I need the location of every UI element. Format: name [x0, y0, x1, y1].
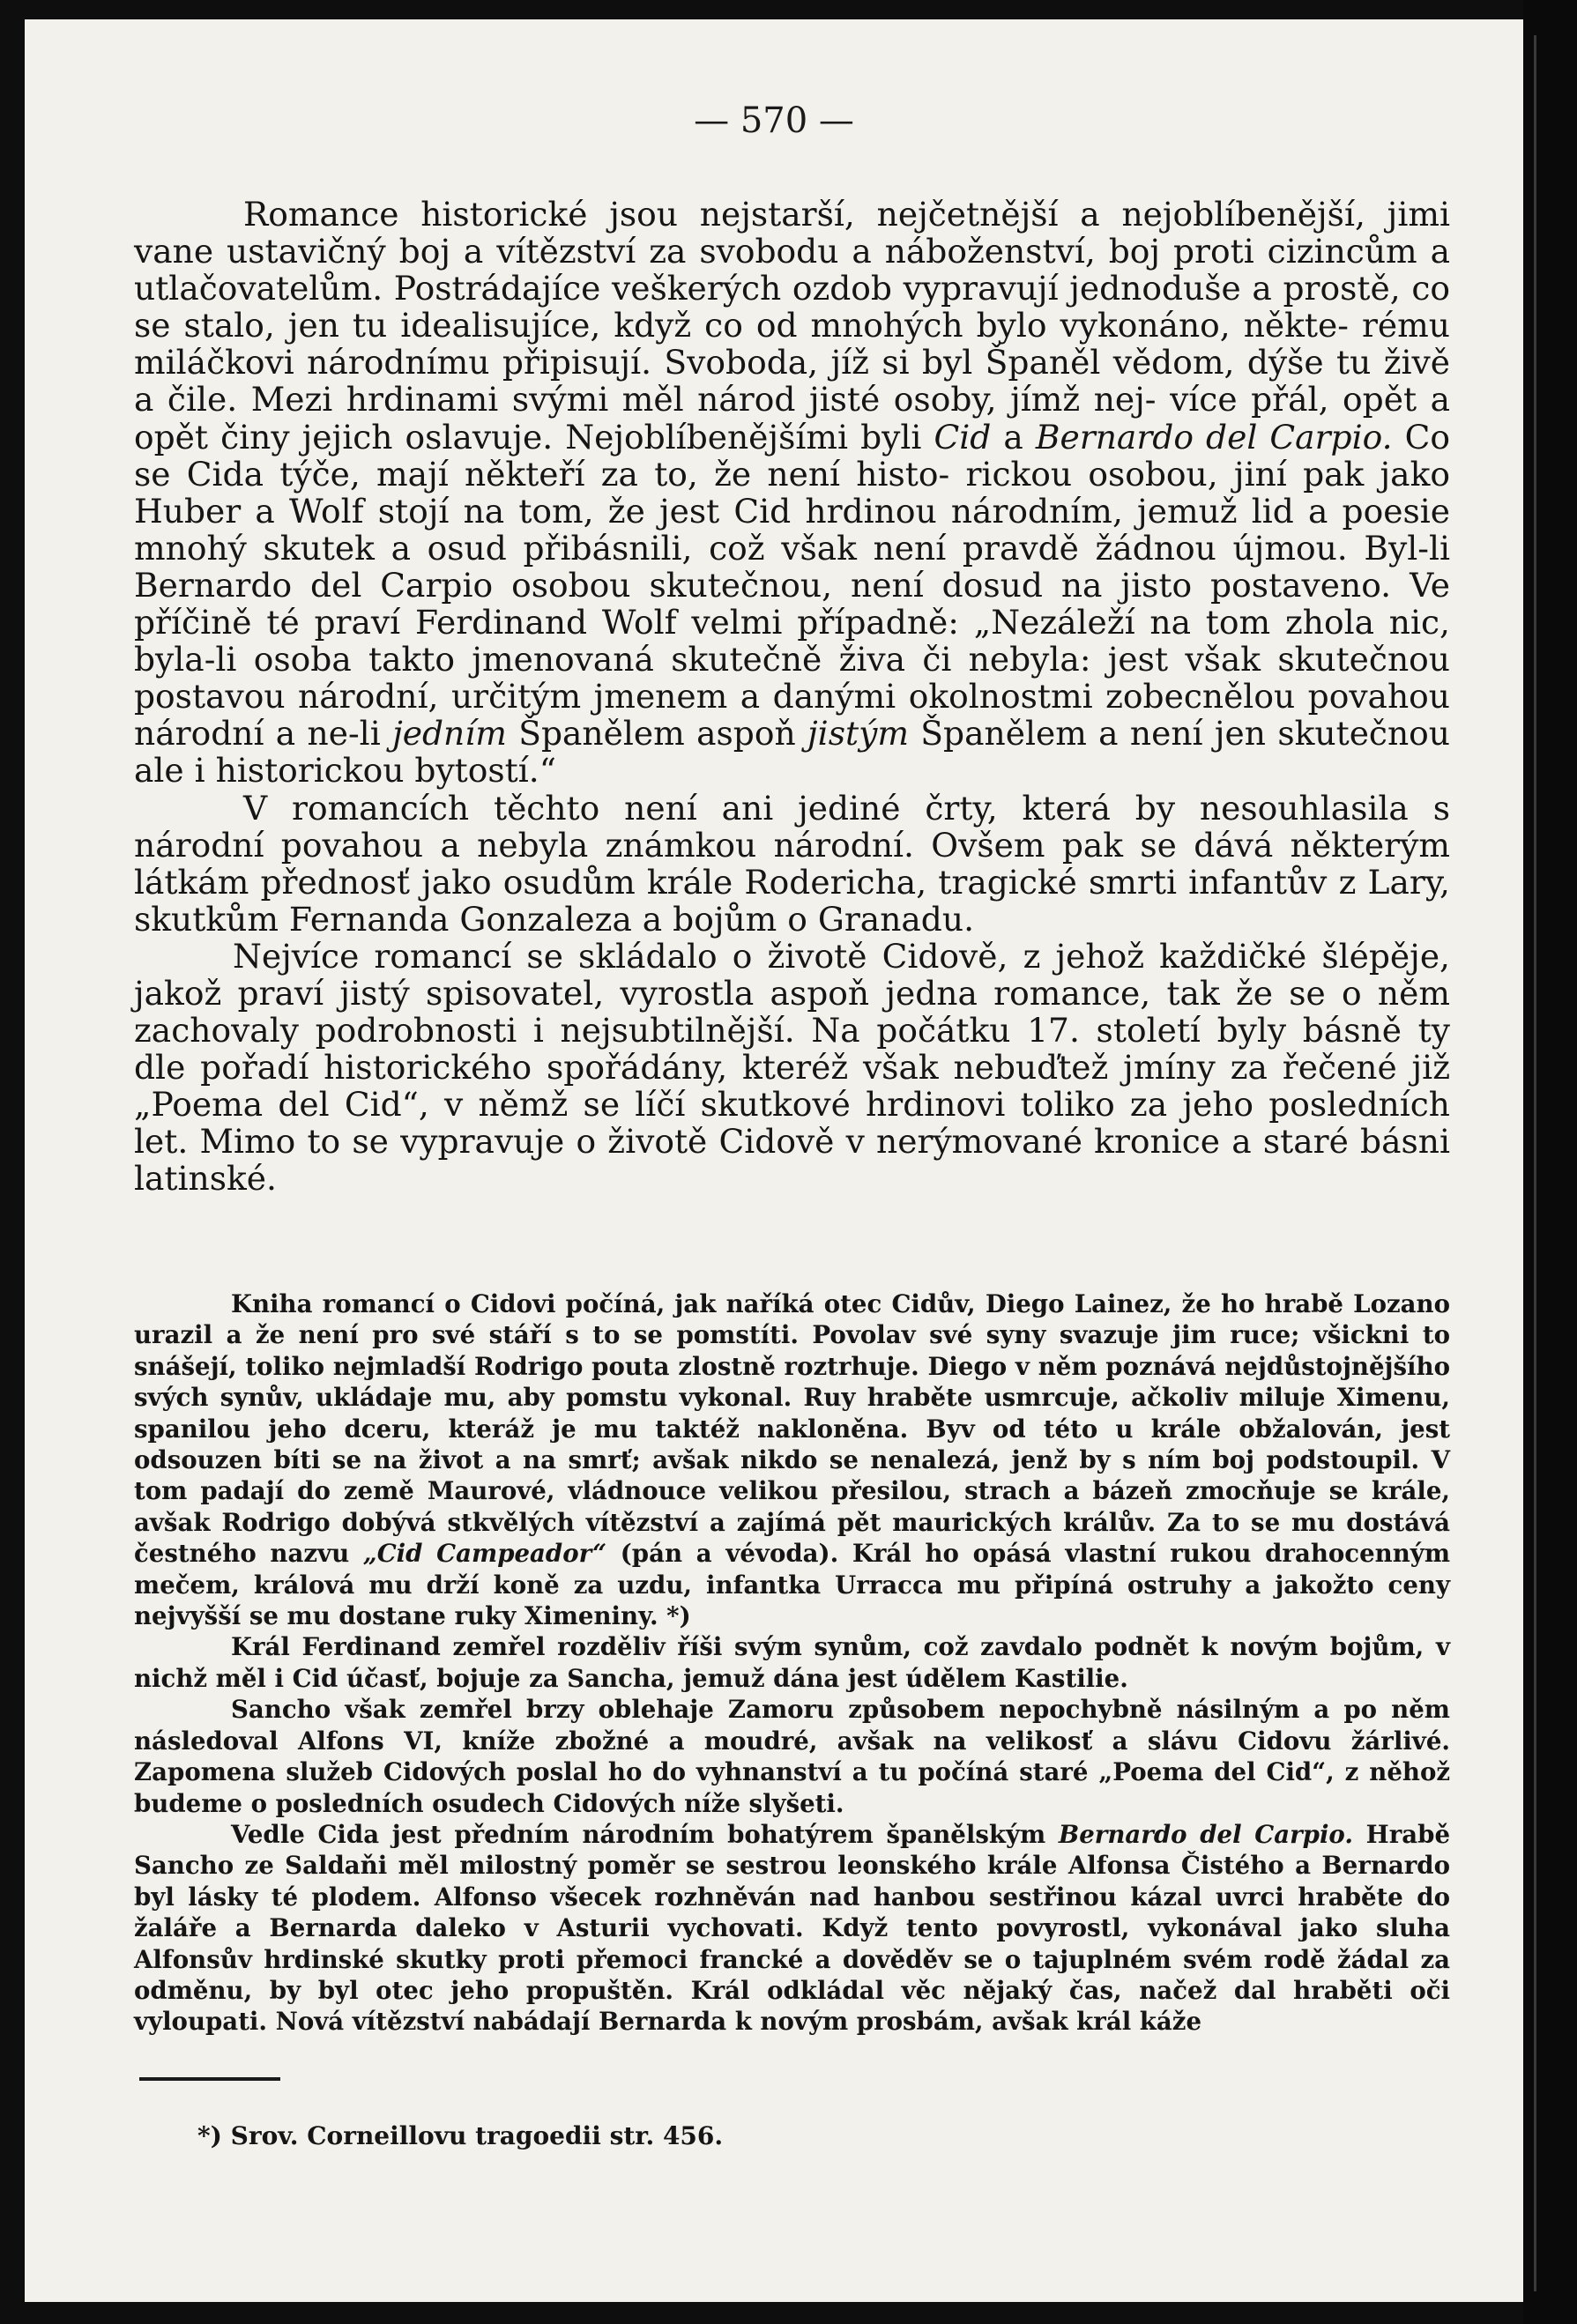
scan-margin	[1523, 0, 1577, 2324]
paragraph-bernardo: Vedle Cida jest předním národním bohatýrem španělským Bernardo del Carpio. Hrabě Sancho ze Saldaňi měl milostný poměr se sestrou leonského krále Alfonsa Čistého a Bernardo byl lásky té plodem. Alfonso všecek rozhněván nad hanbou sestřinou kázal uvrci hraběte do žaláře a Bernarda daleko v Asturii vychovati. Když tento povyrostl, vykonával jako sluha Alfonsův hrdinské skutky proti přemoci francké a dověděv se o tajuplném svém rodě žádal za odměnu, by byl otec jeho propuštěn. Král odkládal věc nějaký čas, načež dal hraběti oči vyloupati. Nová vítězství nabádají Bernarda k novým prosbám, avšak král káže	[134, 1819, 1451, 2037]
paragraph-ferdinand: Král Ferdinand zemřel rozděliv říši svým synům, což zavdalo podnět k novým bojům, v nichž měl i Cid účasť, bojuje za Sancha, jemuž dána jest údělem Kastilie.	[134, 1632, 1451, 1693]
book-spine	[1534, 35, 1536, 2291]
small-print-summary	[134, 1288, 1450, 2038]
paragraph-sancho: Sancho však zemřel brzy oblehaje Zamoru způsobem nepochybně násilným a po něm následoval Alfons VI, kníže zbožné a moudré, avšak na velikosť a slávu Cidovu žárlivé. Zapomena služeb Cidových poslal ho do vyhnanství a tu počíná staré „Poema del Cid“, z něhož budeme o posledních osudech Cidových níže slyšeti.	[134, 1695, 1451, 1818]
page-number: — 570 —	[694, 100, 854, 141]
paragraph-romance-features: V romancích těchto není ani jediné črty, která by nesouhlasila s národní povahou a nebyla známkou národní. Ovšem pak se dává některým látkám přednosť jako osudům krále Rodericha, tragické smrti infantův z Lary, skutkům Fernanda Gonzaleza a bojům o Granadu.	[134, 788, 1450, 939]
book-page	[25, 19, 1523, 2302]
footnote-divider	[139, 2077, 280, 2081]
main-text	[134, 196, 1450, 1198]
paragraph-cid-story: Kniha romancí o Cidovi počíná, jak naříká otec Cidův, Diego Lainez, že ho hrabě Lozano urazil a že není pro své stáří s to se pomstíti. Povolav své syny svazuje jim ruce; všickni to snášejí, toliko nejmladší Rodrigo pouta zlostně roztrhuje. Diego v něm poznává nejdůstojnějšího svých synův, ukládaje mu, aby pomstu vykonal. Ruy hraběte usmrcuje, ačkoliv miluje Ximenu, spanilou jeho dceru, kteráž je mu taktéž nakloněna. Byv od této u krále obžalován, jest odsouzen bíti se na život a na smrť; avšak nikdo se nenalezá, jenž by s ním boj podstoupil. V tom padají do země Maurové, vládnouce velikou přesilou, strach a bázeň zmocňuje se krále, avšak Rodrigo dobývá stkvělých vítězství a zajímá pět maurických králův. Za to se mu dostává čestného nazvu „Cid Campeador“ (pán a vévoda). Král ho opásá vlastní rukou drahocenným mečem, králová mu drží koně za uzdu, infantka Urracca mu připíná ostruhy a jakožto ceny nejvyšší se mu dostane ruky Ximeniny. *)	[134, 1289, 1451, 1631]
footnote: *) Srov. Corneillovu tragoedii str. 456.	[197, 2121, 724, 2150]
paragraph-cid-romances: Nejvíce romancí se skládalo o životě Cidově, z jehož každičké šlépěje, jakož praví jistý spisovatel, vyrostla aspoň jedna romance, tak že se o něm zachovaly podrobnosti i nejsubtilnější. Na počátku 17. století byly básně ty dle pořadí historického spořádány, kteréž však nebuďtež jmíny za řečené již „Poema del Cid“, v němž se líčí skutkové hrdinovi toliko za jeho posledních let. Mimo to se vypravuje o životě Cidově v nerýmované kronice a staré básni latinské.	[134, 936, 1450, 1199]
paragraph-historical-romances: Romance historické jsou nejstarší, nejčetnější a nejoblíbenější, jimi vane ustavičný boj a vítězství za svobodu a náboženství, boj proti cizincům a utlačovatelům. Postrádajíce veškerých ozdob vypravují jednoduše a prostě, co se stalo, jen tu idealisujíce, když co od mnohých bylo vykonáno, někte- rému miláčkovi národnímu připisují. Svoboda, jíž si byl Španěl vědom, dýše tu živě a čile. Mezi hrdinami svými měl národ jisté osoby, jímž nej- více přál, opět a opět činy jejich oslavuje. Nejoblíbenějšími byli Cid a Bernardo del Carpio. Co se Cida týče, mají někteří za to, že není histo- rickou osobou, jiní pak jako Huber a Wolf stojí na tom, že jest Cid hrdinou národním, jemuž lid a poesie mnohý skutek a osud přibásnili, což však není pravdě žádnou újmou. Byl-li Bernardo del Carpio osobou skutečnou, není dosud na jisto postaveno. Ve příčině té praví Ferdinand Wolf velmi případně: „Nezáleží na tom zhola nic, byla-li osoba takto jmenovaná skutečně živa či nebyla: jest však skutečnou postavou národní, určitým jmenem a danými okolnostmi zobecnělou povahou národní a ne-li jedním Španělem aspoň jistým Španělem a není jen skutečnou ale i historickou bytostí.“	[134, 195, 1451, 791]
